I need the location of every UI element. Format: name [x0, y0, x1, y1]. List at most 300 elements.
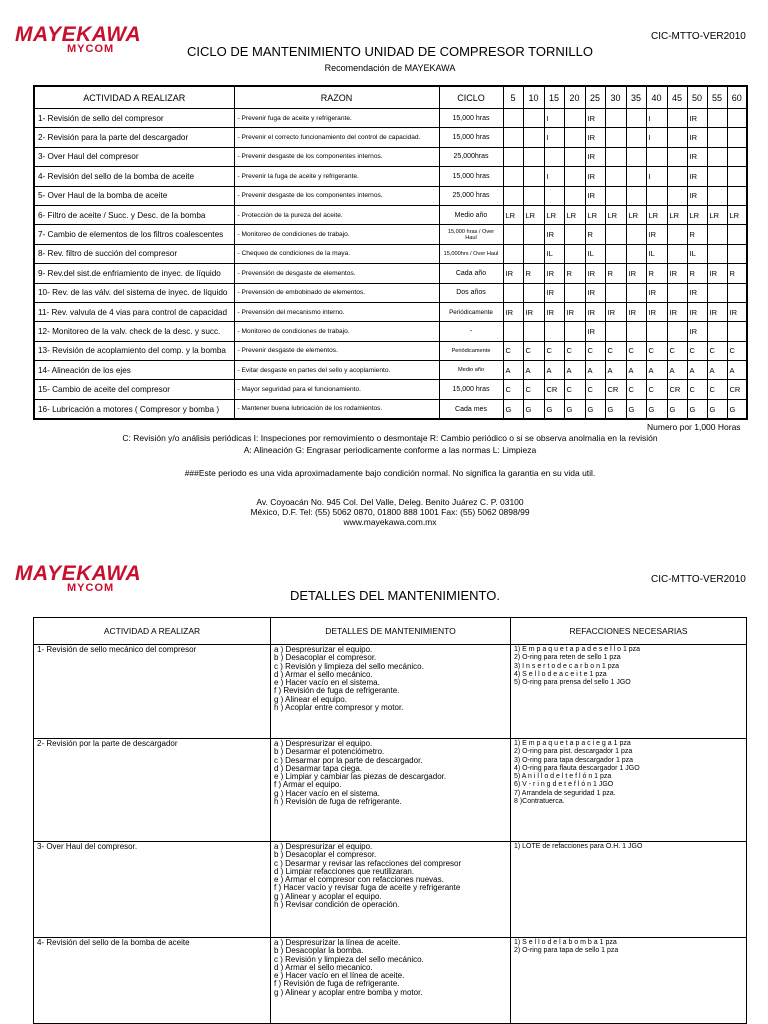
interval-cell: IR — [503, 264, 523, 283]
column-header: ACTIVIDAD A REALIZAR — [34, 618, 271, 645]
interval-cell: R — [727, 264, 747, 283]
interval-cell: C — [585, 380, 605, 399]
activity-cell: 11- Rev. valvula de 4 vias para control de capacidad — [34, 302, 234, 321]
detail-step: a ) Despresurizar el equipo. — [274, 842, 373, 851]
part-item: 5) O-ring para prensa del sello 1 JGO — [514, 679, 631, 687]
activity-cell: 15- Cambio de aceite del compresor — [34, 380, 234, 399]
detail-step: e ) Armar el compresor con refacciones nuevas. — [274, 875, 444, 885]
activity-label: 3- Over Haul del compresor. — [37, 842, 138, 851]
reason-cell: - Prevensión del mecanismo interno. — [234, 302, 439, 321]
interval-cell — [626, 225, 646, 244]
part-item: 4) S e l l o d e a c e i t e 1 pza — [514, 670, 607, 678]
detail-step: b ) Desarmar el potenciómetro. — [274, 747, 385, 757]
interval-cell: R — [687, 264, 707, 283]
interval-cell — [626, 147, 646, 166]
interval-cell — [605, 244, 626, 263]
reason-cell: - Prevensión de embobinado de elementos. — [234, 283, 439, 302]
detail-step: f ) Armar el equipo. — [274, 780, 342, 790]
reason-cell: - Prevensión de desgaste de elementos. — [234, 264, 439, 283]
interval-cell: IR — [687, 109, 707, 128]
detail-step: d ) Armar el sello mecánico. — [274, 669, 373, 679]
interval-header: 40 — [646, 86, 667, 109]
interval-cell: IR — [585, 302, 605, 321]
interval-cell — [727, 147, 747, 166]
interval-cell — [503, 147, 523, 166]
interval-cell: IR — [585, 264, 605, 283]
table-row — [34, 225, 747, 244]
interval-cell: IR — [585, 147, 605, 166]
interval-cell: IR — [707, 302, 727, 321]
interval-cell — [564, 322, 585, 341]
interval-cell: G — [544, 399, 564, 419]
interval-cell: C — [626, 380, 646, 399]
interval-cell: A — [707, 361, 727, 380]
interval-cell: IL — [585, 244, 605, 263]
interval-cell: LR — [707, 205, 727, 224]
part-item: 6) V - r i n g d e t e f l ó n 1 JGO — [514, 781, 614, 789]
cycle-cell: 25,000 hras — [439, 186, 503, 205]
interval-cell: C — [707, 380, 727, 399]
interval-cell: IL — [544, 244, 564, 263]
cycle-cell: 25,000hras — [439, 147, 503, 166]
interval-cell — [727, 128, 747, 147]
interval-cell: IR — [564, 302, 585, 321]
interval-cell — [646, 322, 667, 341]
table-row — [34, 380, 747, 399]
interval-header: 50 — [687, 86, 707, 109]
interval-cell: LR — [667, 205, 687, 224]
interval-cell — [667, 167, 687, 186]
interval-cell — [626, 128, 646, 147]
activity-cell: 9- Rev.del sist.de enfriamiento de inyec. de líquido — [34, 264, 234, 283]
interval-cell — [707, 186, 727, 205]
interval-cell — [626, 322, 646, 341]
interval-cell — [564, 109, 585, 128]
interval-cell: C — [564, 380, 585, 399]
part-item: 4) O-ring para flauta descargador 1 JGO — [514, 764, 640, 772]
interval-cell: C — [646, 380, 667, 399]
interval-cell: IR — [707, 264, 727, 283]
interval-cell: IR — [585, 322, 605, 341]
details-cell — [271, 739, 511, 842]
interval-cell: G — [707, 399, 727, 419]
interval-cell: I — [646, 128, 667, 147]
interval-cell — [646, 186, 667, 205]
detail-step: d ) Limpiar refacciones que reutilizaran. — [274, 866, 415, 876]
interval-cell: IR — [687, 322, 707, 341]
interval-cell: IR — [544, 225, 564, 244]
activity-cell: 13- Revisión de acoplamiento del comp. y la bomba — [34, 341, 234, 360]
interval-cell — [503, 128, 523, 147]
disclaimer: ###Este periodo es una vida aproximadamente bajo condición normal. No significa la garantia en su vida util. — [184, 468, 596, 478]
interval-cell — [727, 283, 747, 302]
part-item: 1) E m p a q u e t a p a d e s e l l o 1 pza — [514, 646, 641, 653]
interval-cell: G — [605, 399, 626, 419]
detail-step: e ) Hacer vacío en el sistema. — [274, 678, 380, 688]
part-item: 1) LOTE de refacciones para O.H. 1 JGO — [514, 843, 643, 850]
interval-cell: LR — [626, 205, 646, 224]
interval-cell: C — [605, 341, 626, 360]
table-row — [34, 645, 747, 739]
column-header: RAZON — [234, 86, 439, 109]
interval-cell: LR — [605, 205, 626, 224]
interval-cell: IR — [646, 283, 667, 302]
activity-cell: 5- Over Haul de la bomba de aceite — [34, 186, 234, 205]
interval-header: 15 — [544, 86, 564, 109]
column-header: CICLO — [439, 86, 503, 109]
interval-cell: IR — [585, 167, 605, 186]
interval-cell — [667, 322, 687, 341]
interval-cell — [523, 128, 544, 147]
interval-cell: IR — [667, 302, 687, 321]
cycle-cell: Dos años — [439, 283, 503, 302]
interval-cell: IR — [646, 302, 667, 321]
activity-cell — [34, 842, 271, 938]
part-item: 2) O-ring para reten de sello 1 pza — [514, 654, 621, 662]
interval-cell — [523, 167, 544, 186]
detail-step: f ) Revisión de fuga de refrigerante. — [274, 979, 400, 989]
reason-cell: - Prevenir desgaste de los componentes internos. — [234, 147, 439, 166]
interval-cell — [707, 147, 727, 166]
interval-cell: C — [503, 380, 523, 399]
interval-cell: A — [605, 361, 626, 380]
interval-cell: IR — [687, 302, 707, 321]
detail-step: h ) Revisión de fuga de refrigerante. — [274, 797, 402, 807]
interval-cell — [523, 109, 544, 128]
interval-cell: R — [646, 264, 667, 283]
table-header-row — [34, 618, 747, 645]
activity-cell — [34, 739, 271, 842]
parts-cell — [511, 842, 747, 938]
interval-cell: IR — [585, 283, 605, 302]
interval-cell: IR — [523, 302, 544, 321]
address-line-1: Av. Coyoacán No. 945 Col. Del Valle, Deleg. Benito Juárez C. P. 03100 — [256, 497, 524, 507]
interval-cell: G — [667, 399, 687, 419]
detail-step: c ) Revisión y limpieza del sello mecánico. — [274, 661, 424, 671]
table-row — [34, 302, 747, 321]
interval-cell — [626, 244, 646, 263]
interval-header: 5 — [503, 86, 523, 109]
interval-cell — [503, 225, 523, 244]
interval-cell: G — [646, 399, 667, 419]
reason-cell: - Monitoreo de condiciones de trabajo. — [234, 322, 439, 341]
activity-cell: 10- Rev. de las válv. del sistema de inyec. de líquido — [34, 283, 234, 302]
interval-cell: A — [544, 361, 564, 380]
interval-cell — [727, 322, 747, 341]
interval-cell: IR — [544, 264, 564, 283]
interval-cell — [503, 109, 523, 128]
interval-cell — [564, 128, 585, 147]
interval-cell: G — [626, 399, 646, 419]
interval-cell — [605, 225, 626, 244]
logo-brand: MAYEKAWA — [15, 23, 142, 46]
details-cell — [271, 645, 511, 739]
interval-header: 55 — [707, 86, 727, 109]
details-cell — [271, 842, 511, 938]
interval-cell — [564, 225, 585, 244]
table-row — [34, 167, 747, 186]
interval-cell — [707, 128, 727, 147]
interval-cell: R — [585, 225, 605, 244]
cycle-cell: Medio año — [439, 361, 503, 380]
interval-cell: IR — [687, 186, 707, 205]
reason-cell: - Prevenir fuga de aceite y refrigerante. — [234, 109, 439, 128]
interval-cell — [605, 167, 626, 186]
table-row — [34, 938, 747, 1024]
interval-cell — [523, 225, 544, 244]
unit-note: Numero por 1,000 Horas — [647, 422, 741, 432]
interval-header: 35 — [626, 86, 646, 109]
detail-step: b ) Desacoplar la bomba. — [274, 946, 364, 956]
interval-cell: C — [646, 341, 667, 360]
address-line-2: México, D.F. Tel: (55) 5062 0870, 01800 888 1001 Fax: (55) 5062 0898/99 — [250, 507, 530, 517]
interval-cell — [707, 109, 727, 128]
interval-cell: G — [687, 399, 707, 419]
interval-cell: IL — [646, 244, 667, 263]
table-row — [34, 186, 747, 205]
detail-step: a ) Despresurizar el equipo. — [274, 739, 373, 748]
activity-cell: 4- Revisión del sello de la bomba de aceite — [34, 167, 234, 186]
cycle-cell: 15,000 hras — [439, 109, 503, 128]
cycle-cell: Periódicamente — [439, 302, 503, 321]
table-row — [34, 739, 747, 842]
interval-cell — [667, 109, 687, 128]
page-title: CICLO DE MANTENIMIENTO UNIDAD DE COMPRESOR TORNILLO — [187, 44, 593, 59]
website[interactable]: www.mayekawa.com.mx — [343, 517, 437, 527]
interval-cell — [667, 147, 687, 166]
cycle-cell: Cada año — [439, 264, 503, 283]
activity-cell: 6- Filtro de aceite / Succ. y Desc. de la bomba — [34, 205, 234, 224]
table-row — [34, 244, 747, 263]
interval-cell: LR — [544, 205, 564, 224]
maintenance-details-table — [33, 617, 747, 1024]
reason-cell: - Chequeo de condiciones de la maya. — [234, 244, 439, 263]
activity-cell: 16- Lubricación a motores ( Compresor y bomba ) — [34, 399, 234, 419]
cycle-cell: Cada mes — [439, 399, 503, 419]
reason-cell: - Mayor seguridad para el funcionamiento. — [234, 380, 439, 399]
interval-cell — [564, 186, 585, 205]
interval-cell: G — [585, 399, 605, 419]
table-row — [34, 322, 747, 341]
parts-cell — [511, 645, 747, 739]
cycle-cell: 15,000hrs / Over Haul — [439, 244, 503, 263]
reason-cell: - Prevenir desgaste de elementos. — [234, 341, 439, 360]
interval-cell: A — [646, 361, 667, 380]
detail-step: g ) Alinear y acoplar entre bomba y motor. — [274, 987, 423, 997]
interval-cell — [564, 244, 585, 263]
detail-step: a ) Despresurizar el equipo. — [274, 645, 373, 654]
interval-cell: LR — [727, 205, 747, 224]
interval-cell: C — [564, 341, 585, 360]
interval-cell — [544, 186, 564, 205]
interval-cell — [503, 167, 523, 186]
detail-step: e ) Limpiar y cambiar las piezas de descargador. — [274, 772, 447, 782]
interval-cell — [523, 244, 544, 263]
part-item: 3) I n s e r t o d e c a r b o n 1 pza — [514, 662, 620, 670]
interval-cell: C — [687, 341, 707, 360]
interval-cell: IR — [687, 128, 707, 147]
detail-step: f ) Revisión de fuga de refrigerante. — [274, 686, 400, 696]
interval-cell — [605, 283, 626, 302]
activity-cell: 8- Rev. filtro de succión del compresor — [34, 244, 234, 263]
column-header: DETALLES DE MANTENIMIENTO — [271, 618, 511, 645]
interval-cell — [727, 244, 747, 263]
table-row — [34, 341, 747, 360]
activity-cell: 3- Over Haul del compresor — [34, 147, 234, 166]
interval-cell — [727, 186, 747, 205]
table-row — [34, 109, 747, 128]
interval-cell — [646, 147, 667, 166]
reason-cell: - Evitar desgaste en partes del sello y acoplamiento. — [234, 361, 439, 380]
interval-cell — [544, 147, 564, 166]
detail-step: b ) Desacoplar el compresor. — [274, 850, 377, 860]
interval-cell: LR — [564, 205, 585, 224]
logo-sub: MYCOM — [67, 582, 115, 594]
legend-line-1: C: Revisión y/o análisis periódicas I: Inspeciones por removimiento o desmontaje R: Cambio periódico o si se observa anolmalia en la revisión — [122, 433, 658, 443]
interval-cell: A — [667, 361, 687, 380]
interval-cell: C — [687, 380, 707, 399]
interval-cell: A — [523, 361, 544, 380]
interval-cell: R — [564, 264, 585, 283]
interval-cell: IR — [646, 225, 667, 244]
interval-cell — [707, 244, 727, 263]
interval-cell: IR — [687, 283, 707, 302]
detail-step: d ) Armar el sello mecanico. — [274, 962, 373, 972]
part-item: 1) E m p a q u e t a p a c i e g a 1 pza — [514, 740, 631, 747]
interval-cell — [626, 186, 646, 205]
table-header-row — [34, 86, 747, 109]
mayekawa-logo-page2 — [15, 563, 141, 594]
document-code-page2: CIC-MTTO-VER2010 — [651, 574, 746, 585]
interval-cell — [523, 322, 544, 341]
document-code: CIC-MTTO-VER2010 — [651, 31, 746, 42]
interval-cell: G — [564, 399, 585, 419]
interval-cell: LR — [646, 205, 667, 224]
part-item: 8 )Contratuerca. — [514, 798, 565, 806]
table-row — [34, 283, 747, 302]
detail-step: g ) Hacer vacío en el sistema. — [274, 788, 380, 798]
cycle-cell: 15,000 hras / Over Haul — [439, 225, 503, 244]
details-cell — [271, 938, 511, 1024]
detail-step: e ) Hacer vacío en el línea de aceite. — [274, 971, 405, 981]
interval-header: 10 — [523, 86, 544, 109]
interval-cell: IR — [585, 128, 605, 147]
interval-cell — [523, 186, 544, 205]
detail-step: c ) Desarmar y revisar las refacciones del compresor — [274, 858, 462, 868]
reason-cell: - Prevenir el correcto funcionamiento del control de capacidad. — [234, 128, 439, 147]
column-header: ACTIVIDAD A REALIZAR — [34, 86, 234, 109]
interval-cell: I — [544, 128, 564, 147]
interval-cell — [605, 322, 626, 341]
maintenance-cycle-table — [33, 85, 748, 420]
interval-cell: A — [585, 361, 605, 380]
interval-cell: C — [544, 341, 564, 360]
activity-cell: 2- Revisión para la parte del descargador — [34, 128, 234, 147]
parts-cell — [511, 739, 747, 842]
part-item: 2) O-ring para pist. descargador 1 pza — [514, 748, 633, 756]
detail-step: f ) Hacer vacío y revisar fuga de aceite y refrigerante — [274, 883, 461, 893]
interval-cell: LR — [523, 205, 544, 224]
table-row — [34, 842, 747, 938]
interval-cell — [503, 283, 523, 302]
interval-cell — [667, 186, 687, 205]
reason-cell: - Mantener buena lubricación de los rodamientos. — [234, 399, 439, 419]
interval-cell — [503, 322, 523, 341]
interval-cell: A — [727, 361, 747, 380]
interval-cell — [626, 109, 646, 128]
interval-cell — [564, 167, 585, 186]
interval-cell — [605, 109, 626, 128]
interval-cell: C — [626, 341, 646, 360]
interval-cell: CR — [727, 380, 747, 399]
interval-cell: CR — [605, 380, 626, 399]
interval-cell — [667, 244, 687, 263]
interval-cell — [727, 225, 747, 244]
detail-step: d ) Desarmar tapa ciega. — [274, 763, 363, 773]
reason-cell: - Prevenir desgaste de los componentes internos. — [234, 186, 439, 205]
logo-brand: MAYEKAWA — [15, 562, 142, 585]
reason-cell: - Protección de la pureza del aceite. — [234, 205, 439, 224]
interval-cell: R — [687, 225, 707, 244]
cycle-cell: 15,000 hras — [439, 380, 503, 399]
interval-header: 30 — [605, 86, 626, 109]
interval-header: 45 — [667, 86, 687, 109]
interval-cell — [564, 283, 585, 302]
interval-cell: A — [626, 361, 646, 380]
interval-cell: R — [523, 264, 544, 283]
interval-cell — [667, 283, 687, 302]
interval-cell: C — [707, 341, 727, 360]
reason-cell: - Prevenir la fuga de aceite y refrigerante. — [234, 167, 439, 186]
interval-cell — [626, 283, 646, 302]
interval-cell — [503, 244, 523, 263]
interval-cell: C — [667, 341, 687, 360]
detail-step: a ) Despresurizar la línea de aceite. — [274, 938, 401, 947]
interval-cell: I — [544, 109, 564, 128]
part-item: 3) O-ring para tapa descargador 1 pza — [514, 756, 634, 764]
interval-cell — [503, 186, 523, 205]
table-row — [34, 128, 747, 147]
interval-header: 60 — [727, 86, 747, 109]
interval-cell: C — [727, 341, 747, 360]
reason-cell: - Monitoreo de condiciones de trabajo. — [234, 225, 439, 244]
interval-cell — [707, 225, 727, 244]
interval-cell: R — [605, 264, 626, 283]
detail-step: h ) Revisar condición de operación. — [274, 900, 400, 910]
interval-cell — [707, 167, 727, 186]
interval-cell: C — [585, 341, 605, 360]
interval-cell — [605, 186, 626, 205]
interval-cell: I — [544, 167, 564, 186]
interval-cell: IR — [687, 147, 707, 166]
detail-step: b ) Desacoplar el compresor. — [274, 653, 377, 663]
interval-cell — [523, 147, 544, 166]
cycle-cell: 15,000 hras — [439, 167, 503, 186]
detail-step: g ) Alinear el equipo. — [274, 694, 347, 704]
cycle-cell: 15,000 hras — [439, 128, 503, 147]
interval-cell — [727, 109, 747, 128]
table-row — [34, 264, 747, 283]
interval-cell — [707, 322, 727, 341]
activity-label: 1- Revisión de sello mecánico del compresor — [37, 645, 197, 654]
part-item: 5) A n i l l o d e l t e f l ó n 1 pza — [514, 773, 612, 781]
interval-cell: LR — [503, 205, 523, 224]
cycle-cell: - — [439, 322, 503, 341]
interval-cell: C — [523, 380, 544, 399]
interval-cell: G — [503, 399, 523, 419]
logo-sub: MYCOM — [67, 43, 115, 55]
interval-cell — [667, 128, 687, 147]
